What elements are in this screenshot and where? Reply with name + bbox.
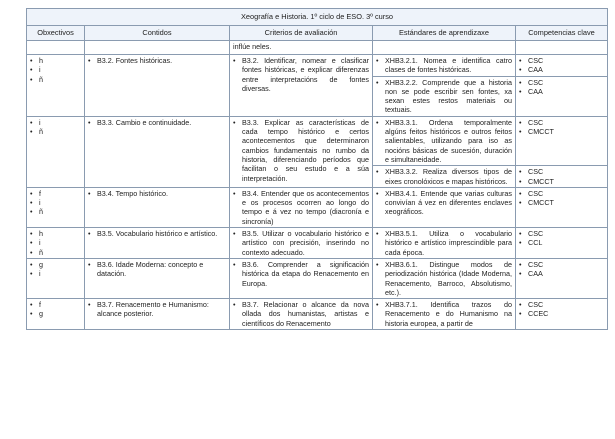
contido-list [88,300,226,319]
list-item: • h [30,229,81,238]
list-item: • ñ [30,127,81,136]
competencias-cell [516,116,608,165]
table-row [27,228,608,259]
list-item: • CSC [519,78,604,87]
curriculum-table [26,8,608,330]
estandar-cell [373,187,516,227]
list-item: • CSC [519,260,604,269]
contido-list [88,229,226,238]
list-item: • B3.2. Fontes históricas. [88,56,226,65]
competencias-list [519,189,604,208]
obxectivos-cell [27,228,85,259]
list-item: • B3.5. Vocabulario histórico e artístico. [88,229,226,238]
list-item: • CSC [519,300,604,309]
obxectivos-list [30,260,81,279]
estandar-cell [373,228,516,259]
table-row [27,187,608,227]
list-item: • i [30,238,81,247]
list-item: • B3.7. Relacionar o alcance da nova ollada dos humanistas, artistas e científicos do Renacemento [233,300,369,328]
list-item: • CMCCT [519,198,604,207]
estandar-list [376,118,512,164]
estandar-list [376,56,512,75]
competencias-list [519,167,604,186]
competencias-cell [516,166,608,188]
criterio-list [233,260,369,288]
criterio-list [233,189,369,226]
list-item: • CSC [519,118,604,127]
criterio-cell [230,116,373,187]
table-title: Xeografía e Historia. 1º ciclo de ESO. 3º curso [27,9,608,26]
contido-cell [85,116,230,187]
estandar-cell [373,166,516,188]
contido-list [88,189,226,198]
obxectivos-cell [27,258,85,298]
list-item: • XHB3.4.1. Entende que varias culturas convivían á vez en diferentes enclaves xeográficos. [376,189,512,217]
list-item: • f [30,189,81,198]
list-item: • B3.6. Comprender a significación histórica da etapa do Renacemento en Europa. [233,260,369,288]
list-item: • CMCCT [519,177,604,186]
list-item: • CSC [519,56,604,65]
list-item: • CAA [519,65,604,74]
estandar-cell [373,258,516,298]
list-item: • B3.4. Tempo histórico. [88,189,226,198]
carry-over-row [27,41,608,55]
list-item: • B3.2. Identificar, nomear e clasificar fontes históricas, e explicar diferenzas entre interpretacións de fontes diversas. [233,56,369,93]
criterio-cell [230,258,373,298]
list-item: • CCEC [519,309,604,318]
competencias-list [519,260,604,279]
column-header-obxectivos: Obxectivos [27,26,85,41]
contido-list [88,118,226,127]
obxectivos-list [30,229,81,257]
list-item: • CSC [519,229,604,238]
list-item: • XHB3.2.1. Nomea e identifica catro clases de fontes históricas. [376,56,512,75]
obxectivos-list [30,56,81,84]
list-item: • CSC [519,167,604,176]
contido-cell [85,55,230,117]
list-item: • CAA [519,87,604,96]
estandar-cell [373,76,516,116]
list-item: • XHB3.5.1. Utiliza o vocabulario histórico e artístico imprescindible para cada época. [376,229,512,257]
list-item: • ñ [30,207,81,216]
estandar-list [376,189,512,217]
list-item: • B3.6. Idade Moderna: concepto e datación. [88,260,226,279]
obxectivos-cell [27,299,85,330]
table-row [27,299,608,330]
competencias-cell [516,187,608,227]
list-item: • i [30,269,81,278]
estandar-list [376,78,512,115]
criterio-cell [230,55,373,117]
obxectivos-list [30,300,81,319]
contido-list [88,56,226,65]
estandar-cell [373,299,516,330]
criterio-cell [230,299,373,330]
competencias-list [519,56,604,75]
competencias-list [519,118,604,137]
criterio-cell [230,187,373,227]
contido-cell [85,228,230,259]
table-row [27,258,608,298]
list-item: • XHB3.6.1. Distingue modos de periodización histórica (Idade Moderna, Renacemento, Barroco, Absolutismo, etc.). [376,260,512,297]
obxectivos-list [30,189,81,217]
list-item: • ñ [30,248,81,257]
table-row [27,55,608,77]
column-header-criterios: Criterios de avaliación [230,26,373,41]
list-item: • g [30,309,81,318]
list-item: • CAA [519,269,604,278]
column-header-estandares: Estándares de aprendizaxe [373,26,516,41]
table-body [27,41,608,330]
list-item: • B3.7. Renacemento e Humanismo: alcance posterior. [88,300,226,319]
competencias-list [519,78,604,97]
criterio-list [233,118,369,183]
list-item: • CMCCT [519,127,604,136]
obxectivos-cell [27,55,85,117]
competencias-cell [516,55,608,77]
estandar-list [376,300,512,328]
contido-cell [85,187,230,227]
estandar-list [376,229,512,257]
column-header-row [27,26,608,41]
criterio-list [233,300,369,328]
list-item: • XHB3.3.2. Realiza diversos tipos de eixes cronolóxicos e mapas históricos. [376,167,512,186]
list-item: • ñ [30,75,81,84]
list-item: • CSC [519,189,604,198]
obxectivos-cell [27,116,85,187]
carry-over-text: inflúe neles. [230,41,373,55]
contido-cell [85,299,230,330]
list-item: • h [30,56,81,65]
competencias-cell [516,76,608,116]
column-header-competencias: Competencias clave [516,26,608,41]
list-item: • i [30,198,81,207]
criterio-list [233,229,369,257]
list-item: • i [30,118,81,127]
list-item: • B3.3. Cambio e continuidade. [88,118,226,127]
list-item: • XHB3.7.1. Identifica trazos do Renacemento e do Humanismo na historia europea, a partir de [376,300,512,328]
column-header-contidos: Contidos [85,26,230,41]
estandar-cell [373,55,516,77]
obxectivos-list [30,118,81,137]
competencias-cell [516,258,608,298]
contido-cell [85,258,230,298]
list-item: • g [30,260,81,269]
estandar-list [376,260,512,297]
list-item: • CCL [519,238,604,247]
table-row [27,116,608,165]
competencias-list [519,229,604,248]
list-item: • B3.4. Entender que os acontecementos e os procesos ocorren ao longo do tempo e á vez no tempo (diacronía e sincronía) [233,189,369,226]
criterio-list [233,56,369,93]
competencias-cell [516,228,608,259]
competencias-list [519,300,604,319]
estandar-list [376,167,512,186]
list-item: • i [30,65,81,74]
list-item: • B3.3. Explicar as características de cada tempo histórico e certos acontecementos que determinaron cambios fundamentais no rumbo da historia, diferenciando períodos que facilitan o seu estudo e a súa interpretación. [233,118,369,183]
list-item: • XHB3.3.1. Ordena temporalmente algúns feitos históricos e outros feitos salientables, utilizando para iso as nocións básicas de sucesión, duración e simultaneidade. [376,118,512,164]
list-item: • B3.5. Utilizar o vocabulario histórico e artístico con precisión, inserindo no contexto adecuado. [233,229,369,257]
obxectivos-cell [27,187,85,227]
competencias-cell [516,299,608,330]
criterio-cell [230,228,373,259]
estandar-cell [373,116,516,165]
contido-list [88,260,226,279]
list-item: • f [30,300,81,309]
list-item: • XHB3.2.2. Comprende que a historia non se pode escribir sen fontes, xa sexan estes restos materiais ou textuais. [376,78,512,115]
